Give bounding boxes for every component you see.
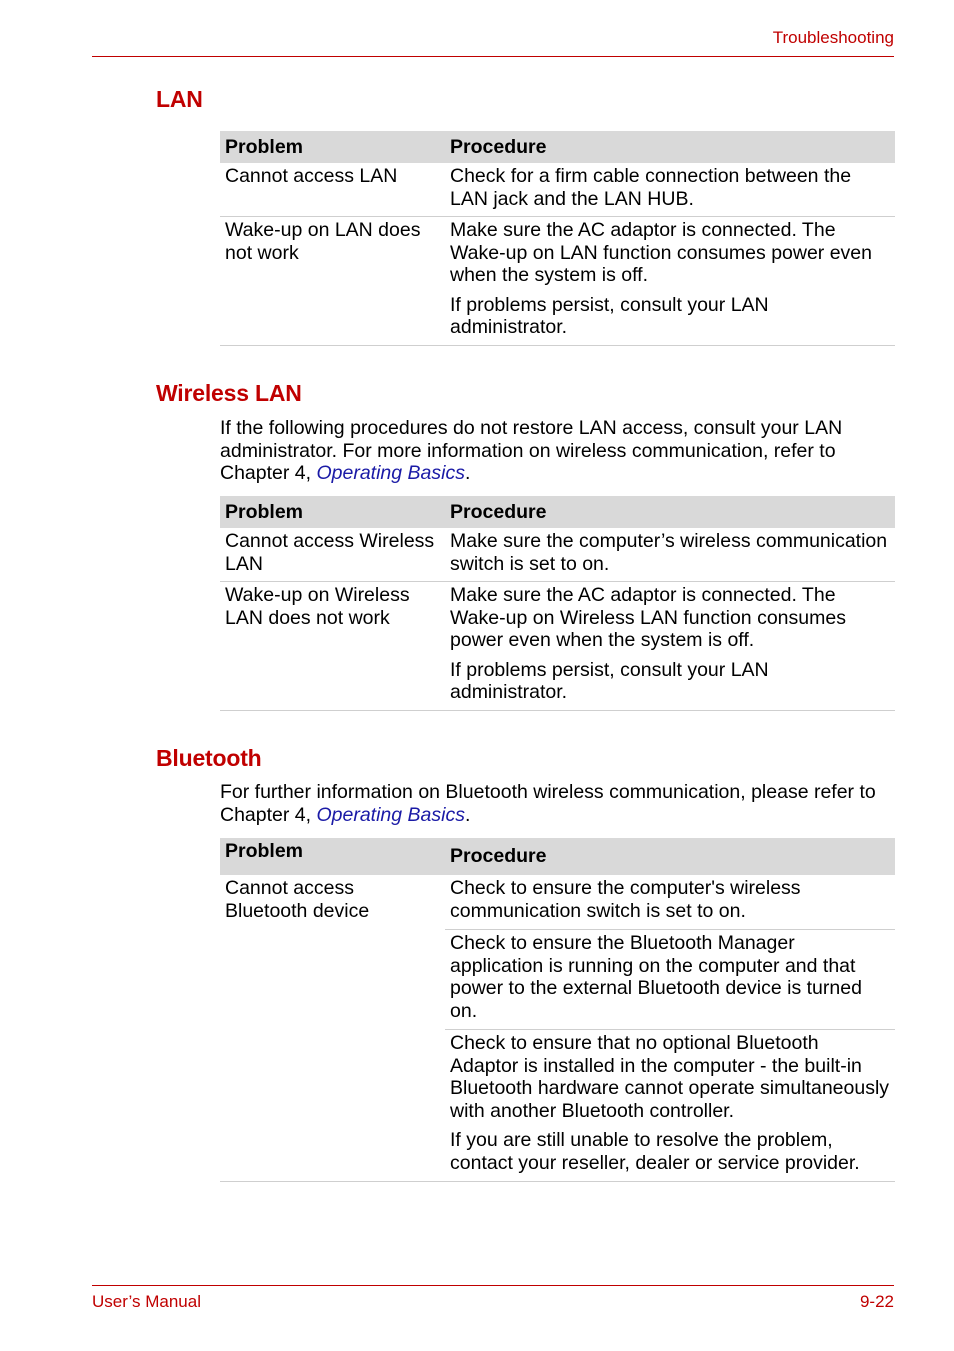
section-heading-wireless-lan: Wireless LAN (156, 380, 302, 406)
footer-rule (92, 1285, 894, 1286)
page-number: 9-22 (859, 1292, 894, 1311)
header-procedure: Procedure (450, 135, 547, 158)
procedure-text: Make sure the AC adaptor is connected. The Wake-up on LAN function consumes power even when the system is off. (450, 219, 873, 286)
table-row (220, 217, 895, 346)
procedure-text: Make sure the computer’s wireless communication switch is set to on. (450, 530, 888, 575)
problem-cell: Cannot access LAN (225, 165, 398, 187)
procedure-text: If you are still unable to resolve the problem, contact your reseller, dealer or service provider. (450, 1129, 860, 1174)
problem-cell: Wake-up on Wireless LAN does not work (225, 584, 410, 629)
bluetooth-intro (220, 781, 892, 826)
procedure-column (445, 875, 895, 1181)
table-header (220, 838, 895, 875)
table-header (220, 496, 895, 528)
header-rule (92, 56, 894, 57)
procedure-text: If problems persist, consult your LAN administrator. (450, 658, 769, 703)
problem-cell: Cannot access Wireless LAN (225, 530, 435, 575)
procedure-cell (445, 163, 895, 216)
header-procedure: Procedure (450, 500, 547, 523)
procedure-text: Make sure the AC adaptor is connected. The Wake-up on Wireless LAN function consumes power even when the system is off. (450, 584, 846, 651)
section-heading-lan: LAN (156, 86, 203, 112)
intro-text: If the following procedures do not restore LAN access, consult your LAN administrator. For more information on wireless communication, refer to Chapter 4, (220, 417, 843, 484)
procedure-text: If problems persist, consult your LAN administrator. (450, 293, 769, 338)
bluetooth-table (220, 838, 895, 1182)
header-problem: Problem (225, 840, 304, 862)
intro-end: . (464, 462, 471, 484)
procedure-cell (445, 217, 895, 345)
procedure-text: Check for a firm cable connection between the LAN jack and the LAN HUB. (450, 165, 852, 210)
table-row (220, 875, 895, 1182)
procedure-cell (445, 582, 895, 710)
wireless-lan-intro (220, 417, 892, 485)
problem-cell: Cannot access Bluetooth device (225, 877, 370, 922)
problem-cell: Wake-up on LAN does not work (225, 219, 421, 264)
procedure-cell (445, 528, 895, 581)
header-procedure: Procedure (450, 845, 547, 867)
table-row (220, 528, 895, 582)
header-problem: Problem (225, 135, 304, 158)
intro-text: For further information on Bluetooth wireless communication, please refer to Chapter 4, (220, 781, 876, 826)
procedure-text: Check to ensure the Bluetooth Manager application is running on the computer and that power to the external Bluetooth device is turned on. (450, 932, 862, 1022)
table-row (220, 582, 895, 711)
intro-end: . (464, 803, 471, 826)
procedure-text: Check to ensure the computer's wireless communication switch is set to on. (450, 877, 801, 922)
footer-manual-title: User’s Manual (92, 1292, 201, 1311)
wireless-lan-table (220, 496, 895, 711)
procedure-cell (445, 875, 895, 930)
running-head: Troubleshooting (772, 28, 894, 47)
table-row (220, 163, 895, 217)
procedure-cell (445, 930, 895, 1030)
table-header (220, 131, 895, 163)
section-heading-bluetooth: Bluetooth (156, 745, 262, 771)
lan-table (220, 131, 895, 346)
header-problem: Problem (225, 500, 304, 523)
operating-basics-link[interactable]: Operating Basics (316, 803, 465, 826)
procedure-cell (445, 1030, 895, 1181)
operating-basics-link[interactable]: Operating Basics (316, 462, 465, 484)
procedure-text: Check to ensure that no optional Bluetooth Adaptor is installed in the computer - the built-in Bluetooth hardware cannot operate simultaneously with another Bluetooth controller. (450, 1032, 890, 1122)
